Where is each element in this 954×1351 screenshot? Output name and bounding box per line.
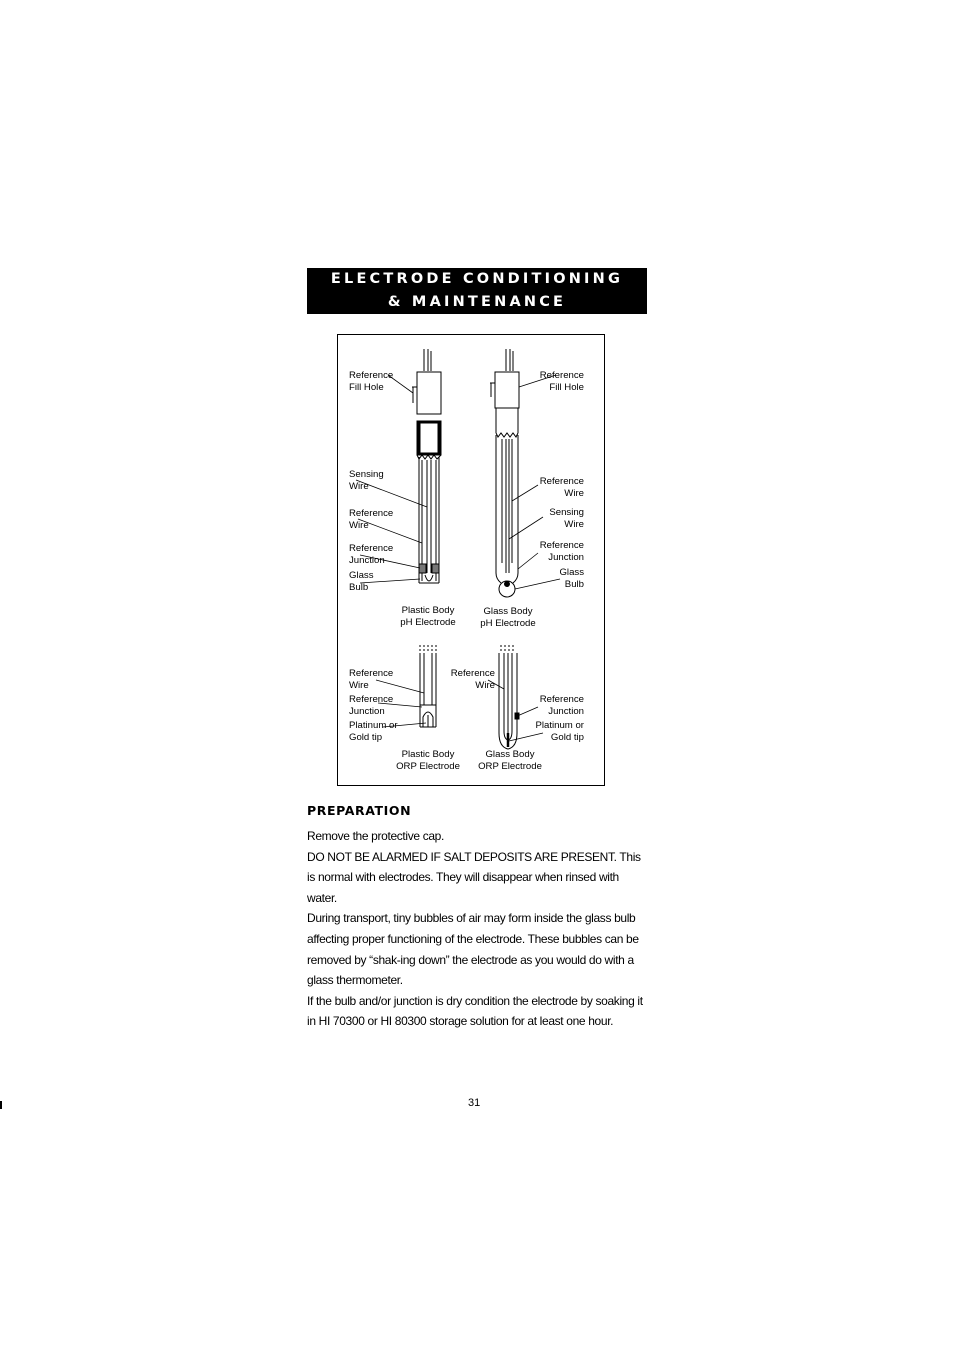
label-reference-wire-right: Reference Wire <box>539 476 584 499</box>
caption-plastic-body-orp: Plastic Body ORP Electrode <box>396 749 460 772</box>
label-reference-fill-hole-right: Reference Fill Hole <box>539 370 584 393</box>
caption-plastic-body-ph: Plastic Body pH Electrode <box>400 605 456 628</box>
label-reference-wire-left: Reference Wire <box>349 508 394 531</box>
section-title-line-2: & MAINTENANCE <box>387 294 567 310</box>
paragraph-3: During transport, tiny bubbles of air may form inside the glass bulb affecting proper functioning of the electrode. These bubbles can be removed by “shak-ing down” the electrode as you would do with a glass thermometer. <box>307 911 639 988</box>
label-orp-reference-junction-right: Reference Junction <box>539 694 584 717</box>
label-orp-reference-wire-left: Reference Wire <box>349 668 394 691</box>
caption-glass-body-orp: Glass Body ORP Electrode <box>478 749 542 772</box>
crop-mark <box>0 1101 2 1109</box>
label-reference-fill-hole-left: Reference Fill Hole <box>349 370 394 393</box>
label-glass-bulb-right: Glass Bulb <box>559 567 584 590</box>
label-orp-tip-left: Platinum or Gold tip <box>349 720 398 743</box>
label-sensing-wire-left: Sensing Wire <box>349 469 384 492</box>
label-reference-junction-right: Reference Junction <box>539 540 584 563</box>
glass-ph-electrode-drawing <box>490 349 519 597</box>
page-number: 31 <box>468 1097 481 1109</box>
electrode-diagram <box>337 334 605 786</box>
label-orp-tip-right: Platinum or Gold tip <box>535 720 584 743</box>
paragraph-1: Remove the protective cap. <box>307 829 444 843</box>
paragraph-2: DO NOT BE ALARMED IF SALT DEPOSITS ARE PRESENT. This is normal with electrodes. They will disappear when rinsed with water. <box>307 849 641 905</box>
plastic-ph-electrode-drawing <box>412 349 441 583</box>
label-orp-reference-junction-left: Reference Junction <box>349 694 394 717</box>
section-title-line-1: ELECTRODE CONDITIONING <box>330 271 624 287</box>
plastic-orp-electrode-drawing <box>420 645 436 727</box>
label-reference-junction-left: Reference Junction <box>349 543 394 566</box>
label-glass-bulb-left: Glass Bulb <box>349 570 374 593</box>
section-title-bar <box>307 268 647 314</box>
section-heading: PREPARATION <box>307 803 412 818</box>
body-text <box>307 826 648 1032</box>
paragraph-4: If the bulb and/or junction is dry condition the electrode by soaking it in HI 70300 or HI 80300 storage solution for at least one hour. <box>307 993 643 1029</box>
caption-glass-body-ph: Glass Body pH Electrode <box>480 606 536 629</box>
label-orp-reference-wire-right: Reference Wire <box>450 668 495 691</box>
label-sensing-wire-right: Sensing Wire <box>549 507 584 530</box>
